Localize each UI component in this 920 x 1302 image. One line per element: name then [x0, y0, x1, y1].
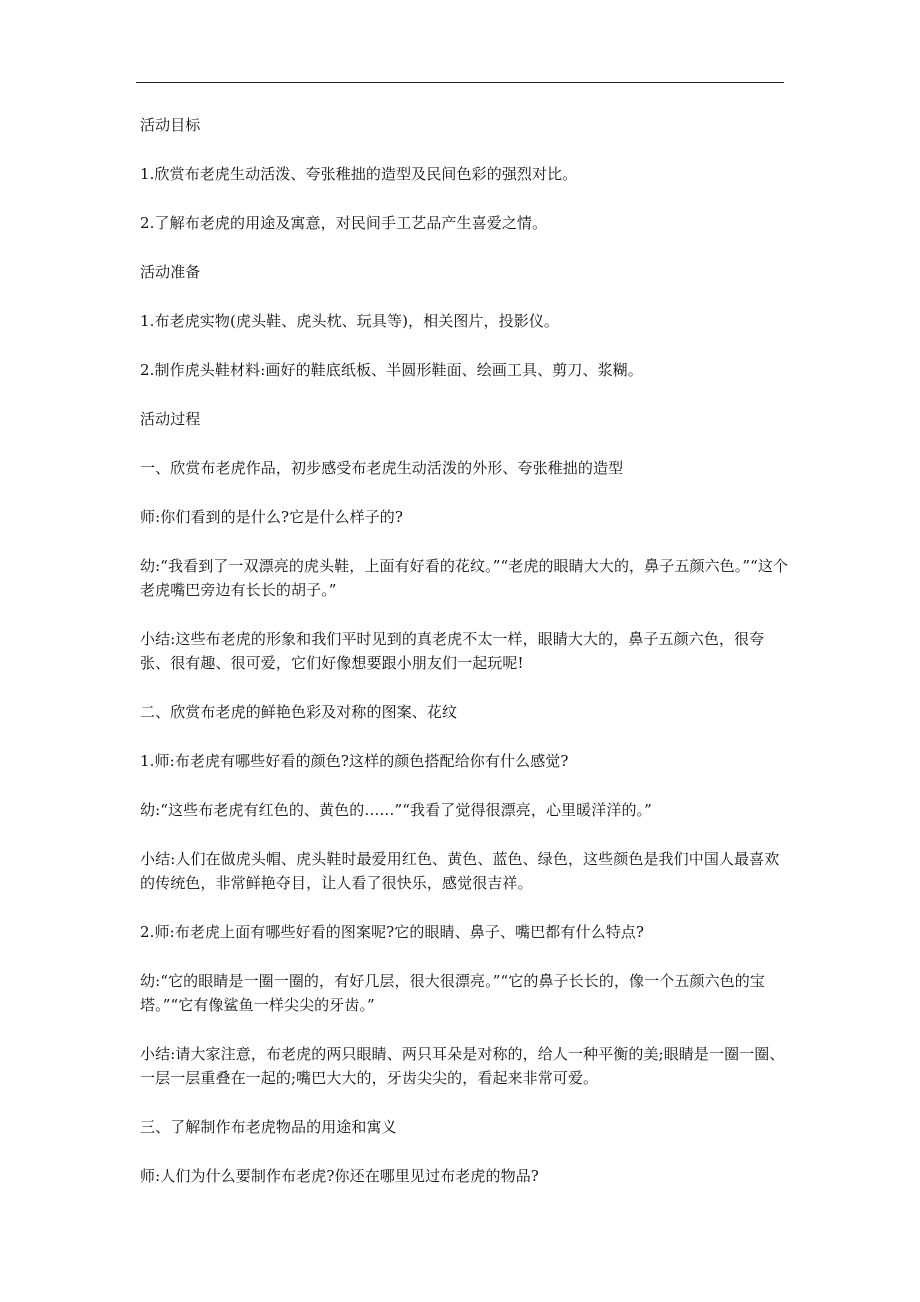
summary-3: 小结:请大家注意，布老虎的两只眼睛、两只耳朵是对称的，给人一种平衡的美;眼睛是一圈一圈、一层一层重叠在一起的;嘴巴大大的，牙齿尖尖的，看起来非常可爱。: [140, 1045, 785, 1087]
process-step-1-heading: 一、欣赏布老虎作品，初步感受布老虎生动活泼的外形、夸张稚拙的造型: [140, 459, 624, 477]
preparation-item-1: 1.布老虎实物(虎头鞋、虎头枕、玩具等)，相关图片，投影仪。: [140, 312, 560, 330]
process-step-3-heading: 三、了解制作布老虎物品的用途和寓义: [140, 1118, 397, 1136]
teacher-question-2: 1.师:布老虎有哪些好看的颜色?这样的颜色搭配给你有什么感觉?: [140, 752, 569, 770]
section-heading-goals: 活动目标: [140, 116, 201, 134]
summary-2: 小结:人们在做虎头帽、虎头鞋时最爱用红色、黄色、蓝色、绿色，这些颜色是我们中国人最喜欢的传统色，非常鲜艳夺目，让人看了很快乐，感觉很吉祥。: [140, 850, 780, 892]
process-step-2-heading: 二、欣赏布老虎的鲜艳色彩及对称的图案、花纹: [140, 703, 458, 721]
preparation-item-2: 2.制作虎头鞋材料:画好的鞋底纸板、半圆形鞋面、绘画工具、剪刀、浆糊。: [140, 361, 643, 379]
summary-1: 小结:这些布老虎的形象和我们平时见到的真老虎不太一样，眼睛大大的，鼻子五颜六色，很夸张、很有趣、很可爱，它们好像想要跟小朋友们一起玩呢!: [140, 630, 765, 672]
child-answer-1: 幼:“我看到了一双漂亮的虎头鞋，上面有好看的花纹。”“老虎的眼睛大大的，鼻子五颜六色。”“这个老虎嘴巴旁边有长长的胡子。”: [140, 557, 789, 599]
teacher-question-4: 师:人们为什么要制作布老虎?你还在哪里见过布老虎的物品?: [140, 1167, 539, 1185]
teacher-question-3: 2.师:布老虎上面有哪些好看的图案呢?它的眼睛、鼻子、嘴巴都有什么特点?: [140, 923, 645, 941]
section-heading-preparation: 活动准备: [140, 263, 201, 281]
header-rule: [136, 82, 784, 83]
goal-item-2: 2.了解布老虎的用途及寓意，对民间手工艺品产生喜爱之情。: [140, 214, 548, 232]
document-body: [140, 113, 790, 1213]
goal-item-1: 1.欣赏布老虎生动活泼、夸张稚拙的造型及民间色彩的强烈对比。: [140, 165, 578, 183]
child-answer-2: 幼:“这些布老虎有红色的、黄色的……”“我看了觉得很漂亮，心里暖洋洋的。”: [140, 801, 652, 819]
section-heading-process: 活动过程: [140, 410, 201, 428]
child-answer-3: 幼:“它的眼睛是一圈一圈的，有好几层，很大很漂亮。”“它的鼻子长长的，像一个五颜六色的宝塔。”“它有像鲨鱼一样尖尖的牙齿。”: [140, 972, 765, 1014]
teacher-question-1: 师:你们看到的是什么?它是什么样子的?: [140, 508, 404, 526]
